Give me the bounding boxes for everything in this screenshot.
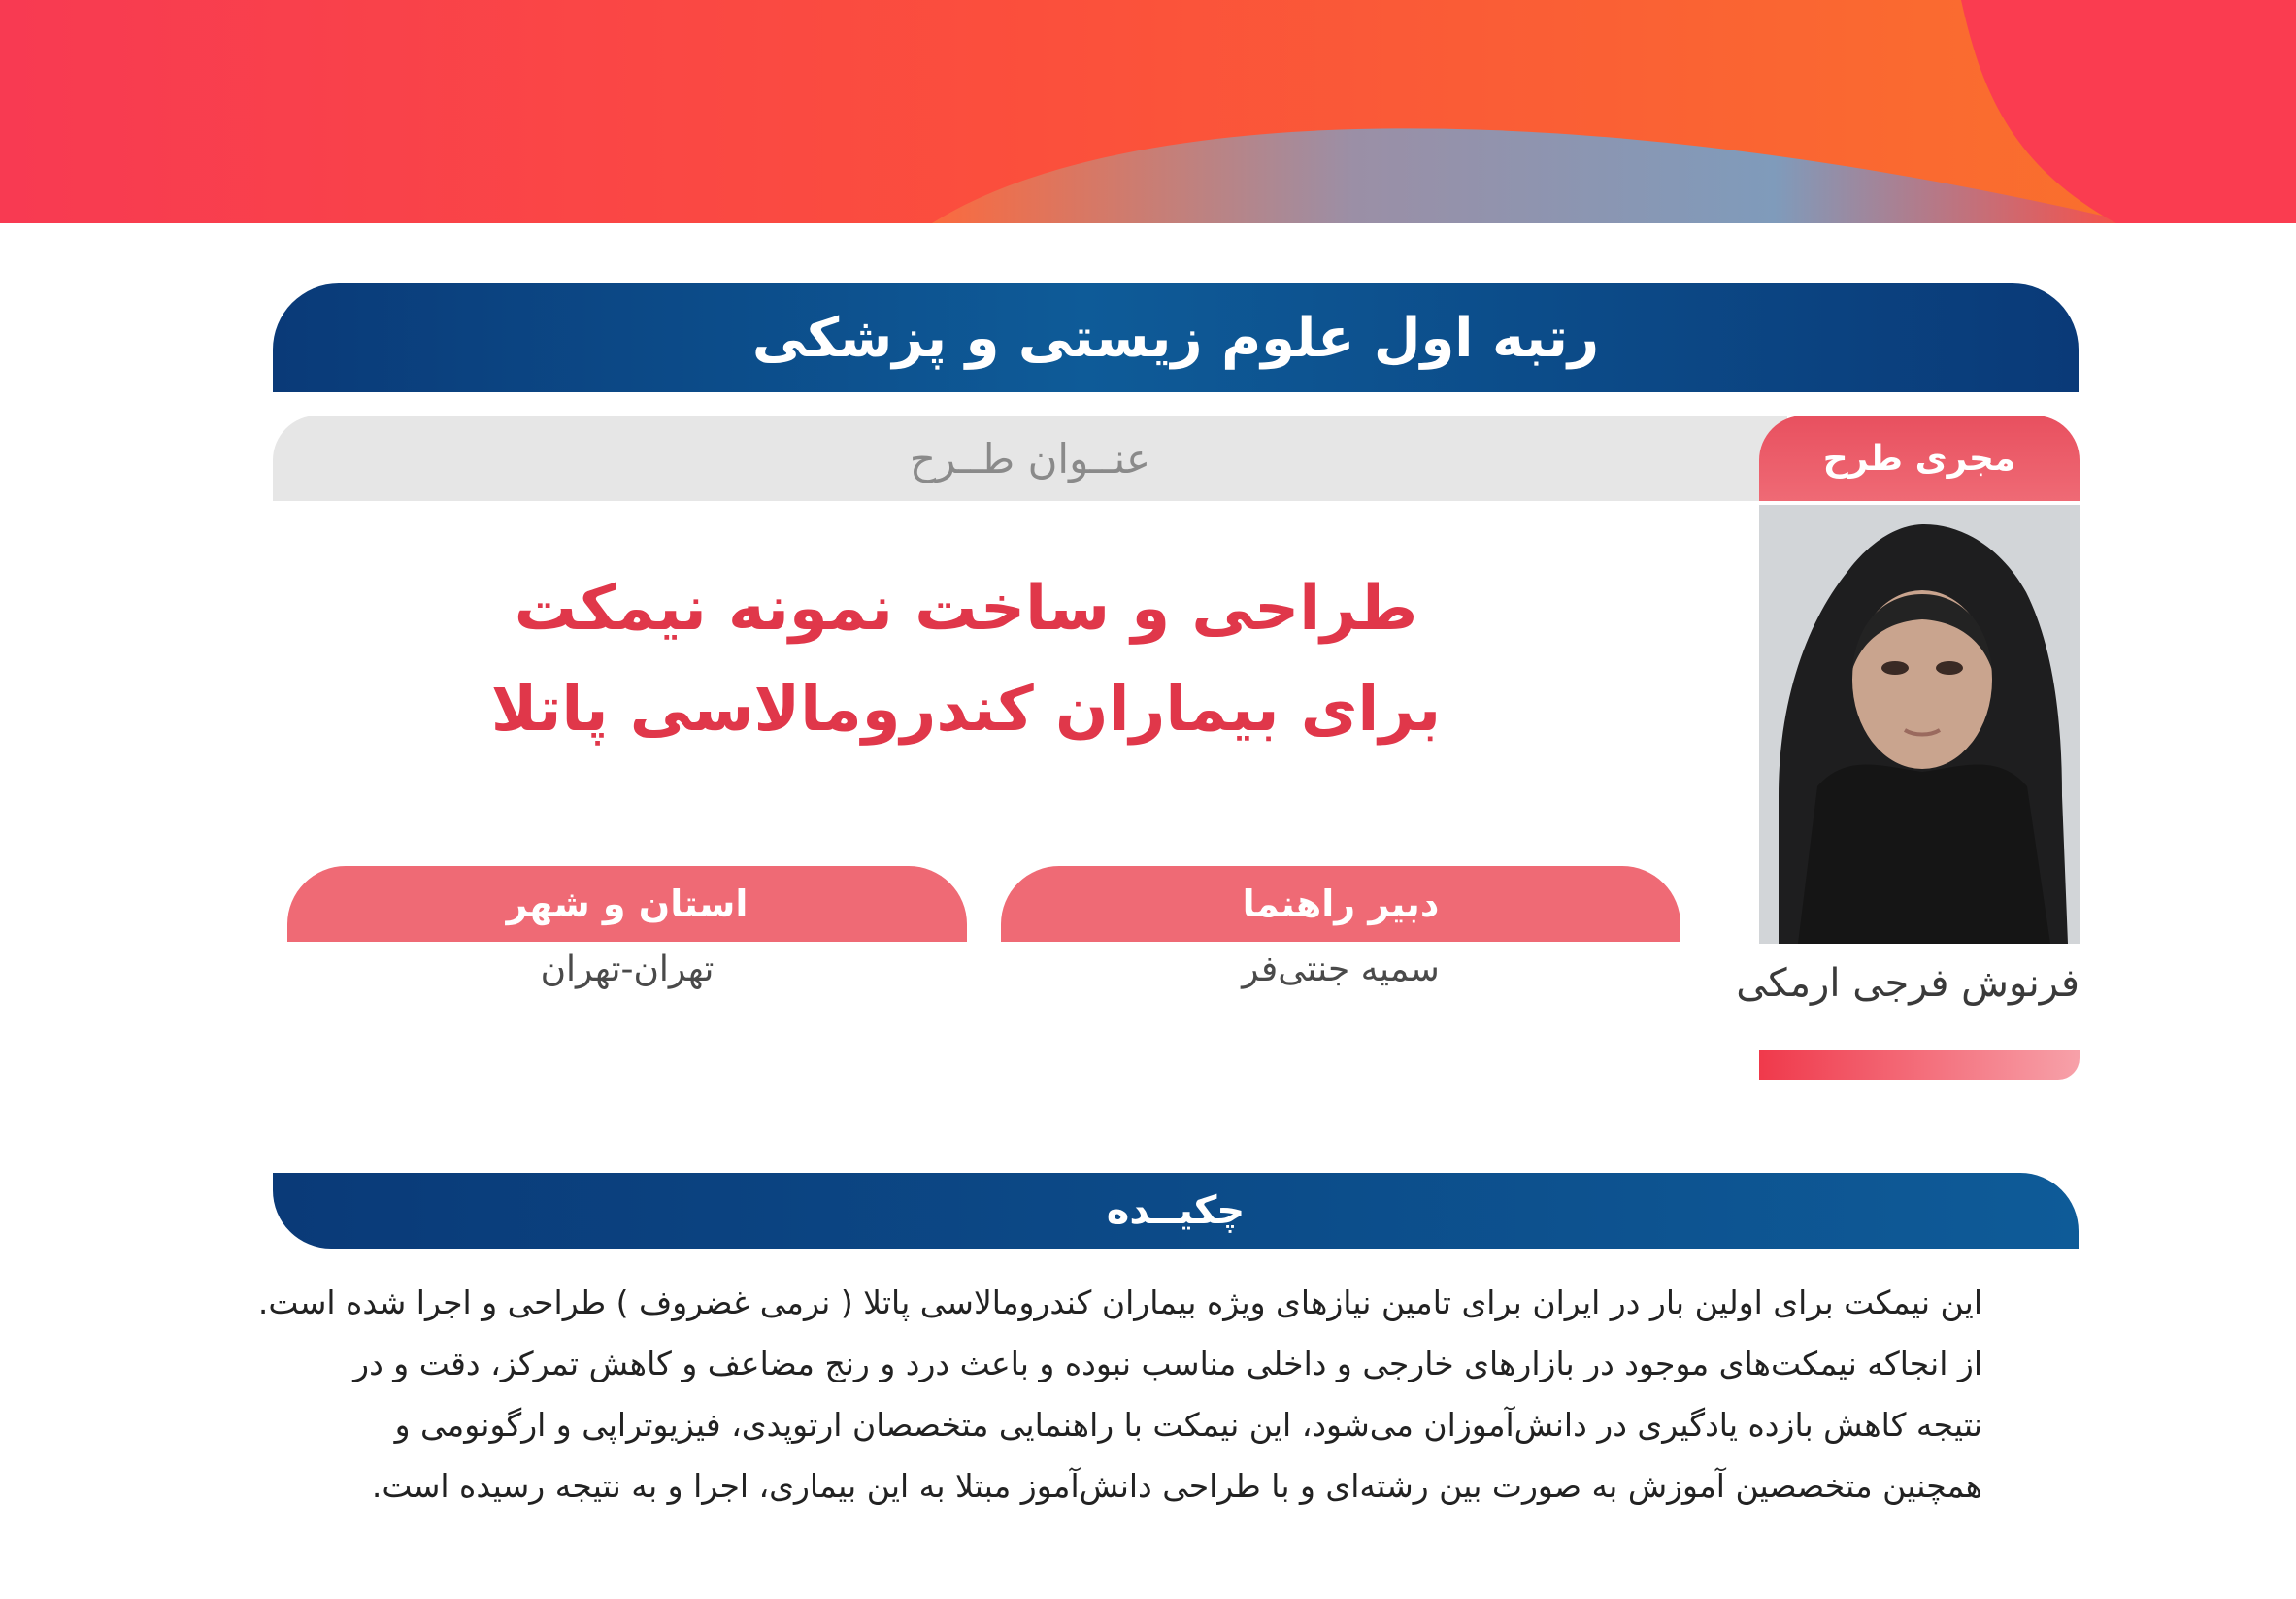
abstract-body (257, 1272, 1982, 1516)
advisor-value: سمیه جنتی‌فر (1242, 949, 1440, 989)
header-decoration (0, 0, 2296, 223)
project-title-line: طراحی و ساخت نمونه نیمکت (514, 573, 1418, 645)
advisor-label: دبیر راهنما (1242, 883, 1440, 925)
award-title: رتبه اول علوم زیستی و پزشکی (751, 306, 1600, 370)
abstract-line: نتیجه کاهش بازده یادگیری در دانش‌آموزان می‌شود، این نیمکت با راهنمایی متخصصان ارتوپدی، فیزیوتراپی و ارگونومی و (394, 1406, 1982, 1444)
project-title (417, 558, 1514, 760)
abstract-banner (273, 1173, 2079, 1249)
executor-tab (1759, 416, 2080, 501)
abstract-heading: چکیــده (1106, 1188, 1246, 1233)
province-tab (287, 866, 967, 942)
project-title-line: برای بیماران کندرومالاسی پاتلا (490, 674, 1442, 746)
abstract-line: از انجاکه نیمکت‌های موجود در بازارهای خارجی و داخلی مناسب نبوده و باعث درد و رنج مضاعف و کاهش تمرکز، دقت و در (353, 1345, 1982, 1382)
province-value: تهران-تهران (540, 949, 715, 989)
advisor-tab (1001, 866, 1680, 942)
abstract-line: این نیمکت برای اولین بار در ایران برای تامین نیازهای ویژه بیماران کندرومالاسی پاتلا ( نرمی غضروف ) طراحی و اجرا شده است. (257, 1283, 1982, 1321)
award-title-banner (273, 283, 2079, 392)
executor-label: مجری طرح (1822, 438, 2016, 479)
abstract-line: همچنین متخصصین آموزش به صورت بین رشته‌ای و با طراحی دانش‌آموز مبتلا به این بیماری، اجرا و به نتیجه رسیده است. (371, 1467, 1982, 1505)
name-underline-accent (1759, 1050, 2080, 1080)
province-label: استان و شهر (506, 883, 749, 925)
student-name: فرنوش فرجی ارمکی (1736, 961, 2080, 1006)
student-photo (1759, 505, 2080, 944)
topic-label: عنــوان طــرح (909, 434, 1151, 483)
project-topic-bar (273, 416, 1787, 501)
